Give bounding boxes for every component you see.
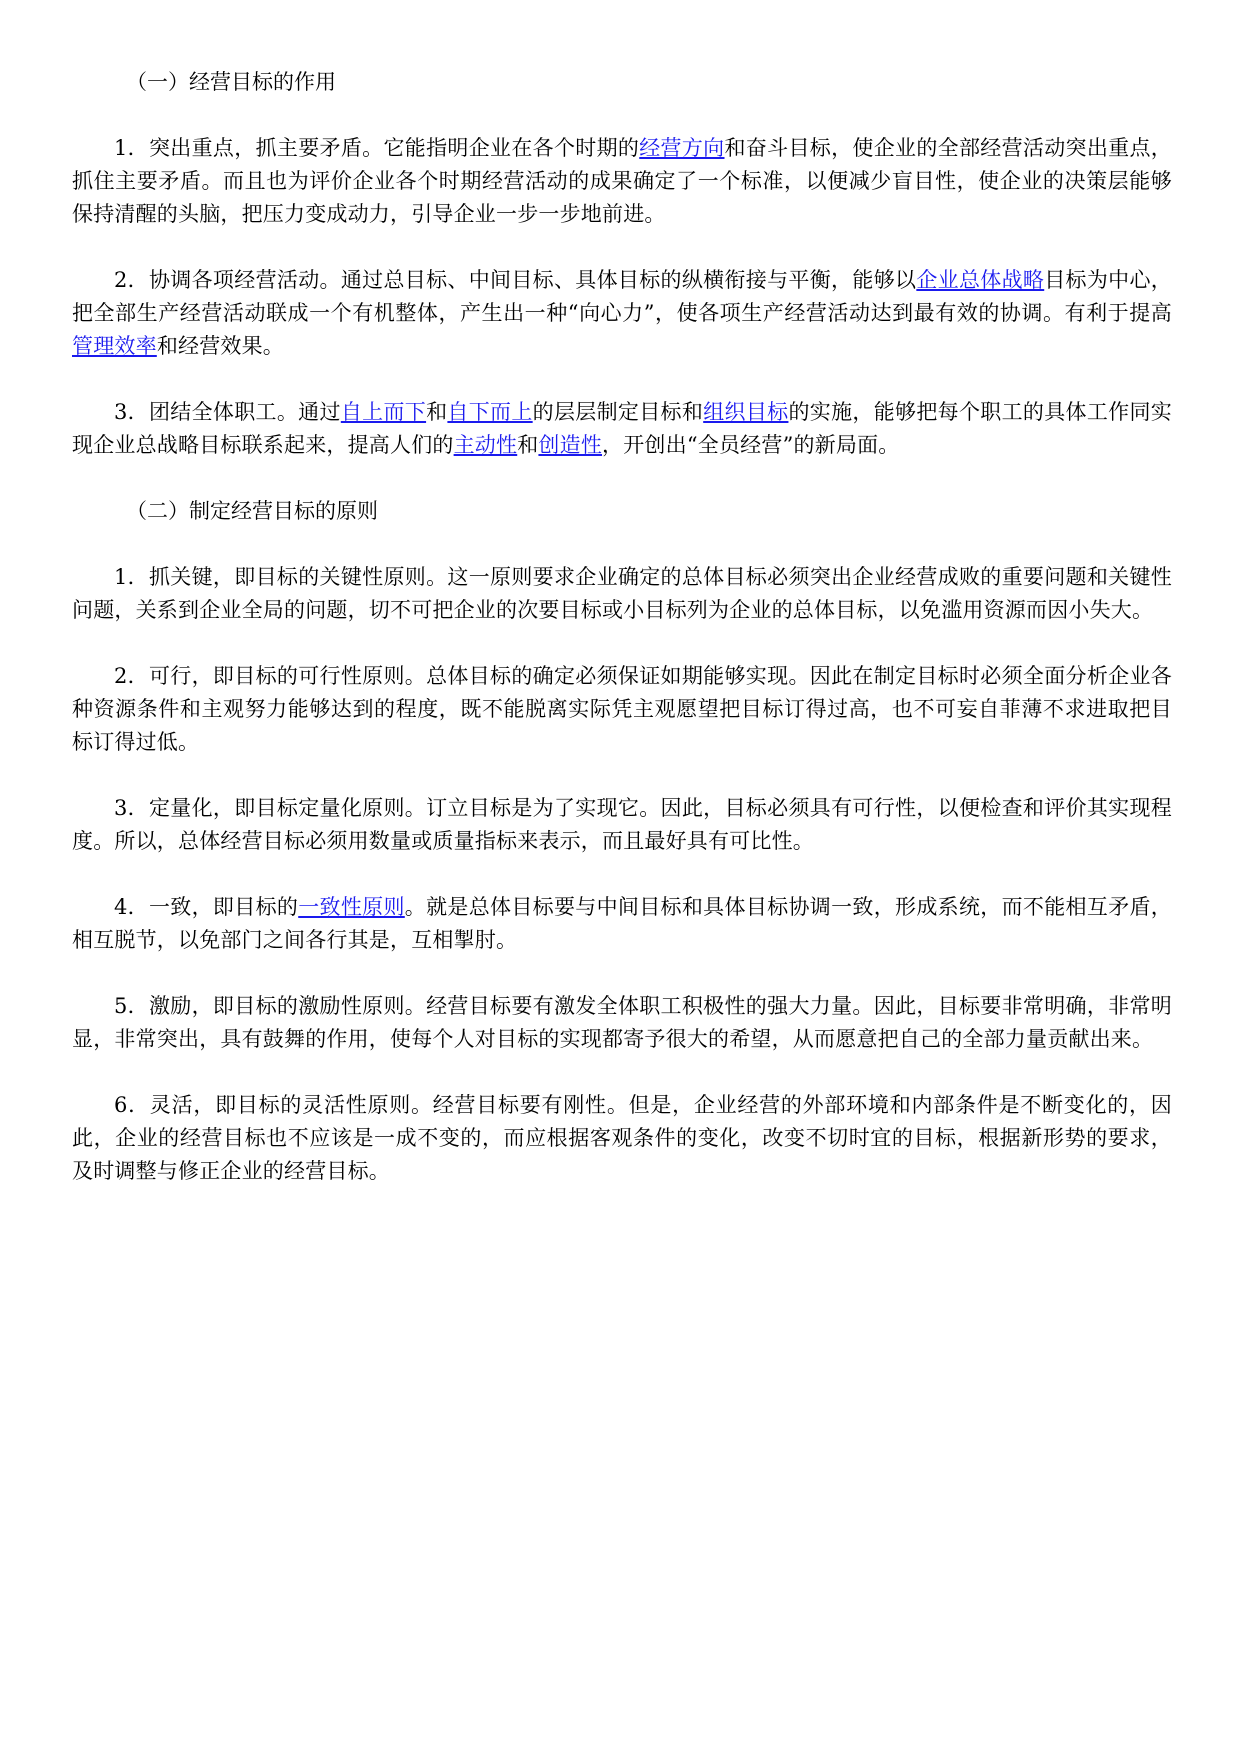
paragraph [72, 396, 1172, 462]
hyperlink[interactable]: 自上而下 [340, 400, 427, 424]
paragraph-text: 2．可行，即目标的可行性原则。总体目标的确定必须保证如期能够实现。因此在制定目标时必须全面分析企业各种资源条件和主观努力能够达到的程度，既不能脱离实际凭主观愿望把目标订得过高，也不可妄自菲薄不求进取把目标订得过低。 [72, 664, 1172, 754]
paragraph-text: 和奋斗目标，使企业的全部经营活动突出重点，抓住主要矛盾。而且也为评价企业各个时期经营活动的成果确定了一个标准，以便减少盲目性，使企业的决策层能够保持清醒的头脑，把压力变成动力，引导企业一步一步地前进。 [72, 136, 1172, 226]
paragraph [72, 990, 1172, 1056]
hyperlink[interactable]: 创造性 [538, 433, 603, 457]
document-page [72, 66, 1172, 1221]
paragraph-text: 3．团结全体职工。通过 [114, 400, 341, 424]
paragraph-text: 和经营效果。 [156, 334, 285, 358]
paragraph-text: 1．突出重点，抓主要矛盾。它能指明企业在各个时期的 [114, 136, 640, 160]
paragraph [72, 792, 1172, 858]
hyperlink[interactable]: 管理效率 [72, 334, 157, 358]
paragraph-text: 6．灵活，即目标的灵活性原则。经营目标要有刚性。但是，企业经营的外部环境和内部条件是不断变化的，因此，企业的经营目标也不应该是一成不变的，而应根据客观条件的变化，改变不切时宜的目标，根据新形势的要求，及时调整与修正企业的经营目标。 [72, 1093, 1172, 1183]
paragraph-text: 和 [426, 400, 448, 424]
paragraph-text: 目标为中心，把全部生产经营活动联成一个有机整体，产生出一种“向心力”，使各项生产经营活动达到最有效的协调。有利于提高 [72, 268, 1172, 325]
hyperlink[interactable]: 主动性 [453, 433, 518, 457]
paragraph-text: 2．协调各项经营活动。通过总目标、中间目标、具体目标的纵横衔接与平衡，能够以 [114, 268, 917, 292]
section-body [72, 132, 1172, 462]
paragraph [72, 660, 1172, 759]
hyperlink[interactable]: 经营方向 [639, 136, 725, 160]
paragraph-text: 的实施，能够把每个职工的具体工作同实现企业总战略目标联系起来，提高人们的 [72, 400, 1172, 457]
paragraph-text: 的层层制定目标和 [532, 400, 704, 424]
paragraph [72, 561, 1172, 627]
paragraph [72, 1089, 1172, 1188]
paragraph-text: ，开创出“全员经营”的新局面。 [602, 433, 900, 457]
hyperlink[interactable]: 企业总体战略 [916, 268, 1045, 292]
paragraph-text: 和 [517, 433, 539, 457]
paragraph-text: 1．抓关键，即目标的关键性原则。这一原则要求企业确定的总体目标必须突出企业经营成败的重要问题和关键性问题，关系到企业全局的问题，切不可把企业的次要目标或小目标列为企业的总体目标，以免滥用资源而因小失大。 [72, 565, 1172, 622]
section-heading: （一）经营目标的作用 [126, 70, 336, 94]
paragraph [72, 891, 1172, 957]
hyperlink[interactable]: 自下而上 [447, 400, 533, 424]
paragraph-text: 3．定量化，即目标定量化原则。订立目标是为了实现它。因此，目标必须具有可行性，以便检查和评价其实现程度。所以，总体经营目标必须用数量或质量指标来表示，而且最好具有可比性。 [72, 796, 1172, 853]
section-heading: （二）制定经营目标的原则 [126, 499, 378, 523]
section-body [72, 561, 1172, 1188]
paragraph-text: 4．一致，即目标的 [114, 895, 299, 919]
paragraph-text: 5．激励，即目标的激励性原则。经营目标要有激发全体职工积极性的强大力量。因此，目标要非常明确，非常明显，非常突出，具有鼓舞的作用，使每个人对目标的实现都寄予很大的希望，从而愿意把自己的全部力量贡献出来。 [72, 994, 1172, 1051]
paragraph [72, 132, 1172, 231]
paragraph [72, 264, 1172, 363]
hyperlink[interactable]: 组织目标 [703, 400, 789, 424]
hyperlink[interactable]: 一致性原则 [298, 895, 405, 919]
paragraph-text: 。就是总体目标要与中间目标和具体目标协调一致，形成系统，而不能相互矛盾，相互脱节，以免部门之间各行其是，互相掣肘。 [72, 895, 1172, 952]
